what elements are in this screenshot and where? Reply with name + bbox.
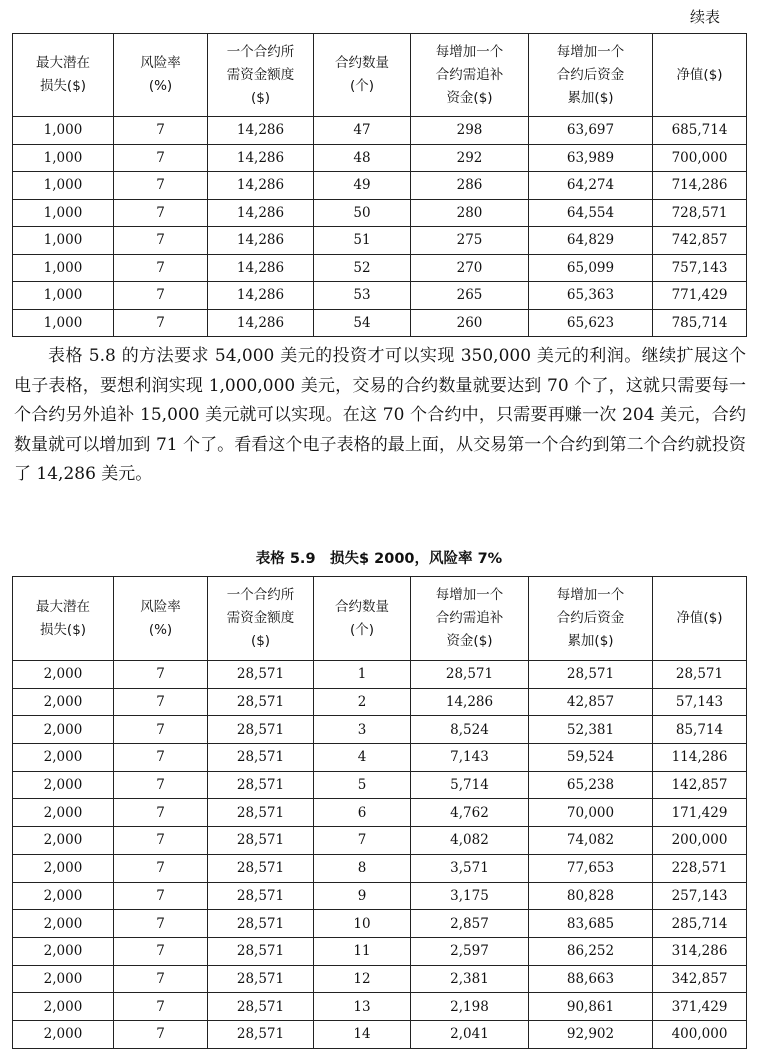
table-row (13, 882, 747, 910)
table-cell: 65,363 (529, 282, 653, 310)
table-cell: 7 (114, 716, 208, 744)
table-row (13, 716, 747, 744)
table-cell: 2,000 (13, 910, 114, 938)
table-cell: 14,286 (208, 282, 314, 310)
table-row (13, 965, 747, 993)
table-row (13, 771, 747, 799)
table-cell: 714,286 (653, 172, 747, 200)
table-cell: 11 (314, 937, 411, 965)
table-cell: 7 (114, 771, 208, 799)
table-cell: 314,286 (653, 937, 747, 965)
table-5-8-continued (12, 33, 747, 337)
table-row (13, 282, 747, 310)
table-cell: 28,571 (208, 799, 314, 827)
table-cell: 2,041 (411, 1020, 529, 1048)
table-cell: 4 (314, 744, 411, 772)
table-cell: 28,571 (208, 771, 314, 799)
table-row (13, 227, 747, 255)
table-cell: 54 (314, 309, 411, 337)
table-cell: 65,623 (529, 309, 653, 337)
table-cell: 265 (411, 282, 529, 310)
column-header: 风险率 (%) (114, 34, 208, 117)
table-cell: 270 (411, 254, 529, 282)
table-cell: 57,143 (653, 688, 747, 716)
table-cell: 2,000 (13, 937, 114, 965)
table-cell: 7 (114, 965, 208, 993)
table-cell: 7 (114, 993, 208, 1021)
table-cell: 28,571 (208, 937, 314, 965)
table-cell: 3 (314, 716, 411, 744)
column-header: 净值($) (653, 34, 747, 117)
table-cell: 142,857 (653, 771, 747, 799)
table-row (13, 309, 747, 337)
table-cell: 47 (314, 117, 411, 145)
table-cell: 1,000 (13, 172, 114, 200)
table-cell: 257,143 (653, 882, 747, 910)
table-cell: 49 (314, 172, 411, 200)
table-cell: 2,000 (13, 688, 114, 716)
table-cell: 2,000 (13, 661, 114, 689)
table-cell: 1,000 (13, 227, 114, 255)
table-cell: 86,252 (529, 937, 653, 965)
table-cell: 371,429 (653, 993, 747, 1021)
table-cell: 7 (114, 827, 208, 855)
table-cell: 28,571 (208, 1020, 314, 1048)
table-cell: 298 (411, 117, 529, 145)
table-cell: 14 (314, 1020, 411, 1048)
table-row (13, 910, 747, 938)
column-header: 一个合约所 需资金额度 ($) (208, 577, 314, 661)
table-cell: 48 (314, 144, 411, 172)
table-cell: 88,663 (529, 965, 653, 993)
table-row (13, 993, 747, 1021)
table-cell: 65,238 (529, 771, 653, 799)
table-cell: 2,000 (13, 965, 114, 993)
table-row (13, 937, 747, 965)
table-cell: 400,000 (653, 1020, 747, 1048)
table-cell: 1,000 (13, 117, 114, 145)
table-cell: 1,000 (13, 199, 114, 227)
table-row (13, 172, 747, 200)
body-paragraph: 表格 5.8 的方法要求 54,000 美元的投资才可以实现 350,000 美元的利润。继续扩展这个电子表格，要想利润实现 1,000,000 美元，交易的合约数量就要达到 70 个了，这就只需要每一个合约另外追补 15,000 美元就可以实现。在这 70 个合约中，只需要再赚一次 204 美元，合约数量就可以增加到 71 个了。看看这个电子表格的最上面，从交易第一个合约到第二个合约就投资了 14,286 美元。 (14, 346, 746, 484)
table-cell: 28,571 (208, 854, 314, 882)
table-cell: 742,857 (653, 227, 747, 255)
table-cell: 14,286 (208, 144, 314, 172)
column-header: 净值($) (653, 577, 747, 661)
table-cell: 7,143 (411, 744, 529, 772)
table-cell: 2,198 (411, 993, 529, 1021)
table-cell: 2,000 (13, 993, 114, 1021)
table-cell: 2 (314, 688, 411, 716)
table-cell: 2,000 (13, 799, 114, 827)
table-cell: 4,082 (411, 827, 529, 855)
table-row (13, 117, 747, 145)
table-cell: 7 (114, 910, 208, 938)
table-cell: 7 (114, 799, 208, 827)
table-cell: 13 (314, 993, 411, 1021)
table-cell: 2,000 (13, 854, 114, 882)
table-cell: 771,429 (653, 282, 747, 310)
table-cell: 5,714 (411, 771, 529, 799)
table-cell: 3,571 (411, 854, 529, 882)
table-cell: 70,000 (529, 799, 653, 827)
table-cell: 83,685 (529, 910, 653, 938)
continued-label: 续表 (689, 8, 720, 26)
table-header-row (13, 577, 747, 661)
table-cell: 7 (114, 282, 208, 310)
table-cell: 286 (411, 172, 529, 200)
table-cell: 7 (114, 744, 208, 772)
table-cell: 342,857 (653, 965, 747, 993)
table-cell: 64,554 (529, 199, 653, 227)
table-cell: 85,714 (653, 716, 747, 744)
table-cell: 2,000 (13, 771, 114, 799)
table-cell: 80,828 (529, 882, 653, 910)
column-header: 风险率 (%) (114, 577, 208, 661)
table-cell: 28,571 (208, 993, 314, 1021)
table-cell: 2,000 (13, 882, 114, 910)
table-cell: 90,861 (529, 993, 653, 1021)
table-cell: 14,286 (208, 309, 314, 337)
table-cell: 4,762 (411, 799, 529, 827)
table-cell: 260 (411, 309, 529, 337)
table-cell: 728,571 (653, 199, 747, 227)
column-header: 每增加一个 合约需追补 资金($) (411, 34, 529, 117)
table-cell: 2,000 (13, 1020, 114, 1048)
table-row (13, 799, 747, 827)
table-cell: 2,000 (13, 716, 114, 744)
table-cell: 7 (114, 309, 208, 337)
table-cell: 1 (314, 661, 411, 689)
table-cell: 28,571 (653, 661, 747, 689)
table-cell: 9 (314, 882, 411, 910)
table-cell: 2,857 (411, 910, 529, 938)
table-cell: 7 (114, 937, 208, 965)
table-cell: 52 (314, 254, 411, 282)
table-cell: 28,571 (208, 882, 314, 910)
table-cell: 64,274 (529, 172, 653, 200)
table-cell: 7 (114, 199, 208, 227)
table-cell: 59,524 (529, 744, 653, 772)
column-header: 每增加一个 合约需追补 资金($) (411, 577, 529, 661)
table-row (13, 1020, 747, 1048)
column-header: 最大潜在 损失($) (13, 34, 114, 117)
table-cell: 77,653 (529, 854, 653, 882)
table-cell: 28,571 (411, 661, 529, 689)
column-header: 每增加一个 合约后资金 累加($) (529, 34, 653, 117)
table-cell: 8,524 (411, 716, 529, 744)
column-header: 合约数量 (个) (314, 34, 411, 117)
column-header: 合约数量 (个) (314, 577, 411, 661)
table-cell: 6 (314, 799, 411, 827)
table-cell: 28,571 (208, 910, 314, 938)
table-cell: 2,000 (13, 827, 114, 855)
table-cell: 7 (314, 827, 411, 855)
table-cell: 7 (114, 882, 208, 910)
table-cell: 14,286 (208, 227, 314, 255)
table-cell: 757,143 (653, 254, 747, 282)
table-row (13, 744, 747, 772)
table-cell: 114,286 (653, 744, 747, 772)
table-cell: 7 (114, 254, 208, 282)
table-row (13, 144, 747, 172)
table-cell: 700,000 (653, 144, 747, 172)
table-cell: 14,286 (208, 199, 314, 227)
table-cell: 7 (114, 688, 208, 716)
table-cell: 7 (114, 227, 208, 255)
table-cell: 1,000 (13, 282, 114, 310)
table-row (13, 688, 747, 716)
table-row (13, 199, 747, 227)
table-cell: 14,286 (208, 117, 314, 145)
table-cell: 28,571 (208, 744, 314, 772)
table-cell: 7 (114, 172, 208, 200)
table-cell: 92,902 (529, 1020, 653, 1048)
table-cell: 14,286 (208, 254, 314, 282)
table-cell: 51 (314, 227, 411, 255)
table-cell: 3,175 (411, 882, 529, 910)
table-cell: 10 (314, 910, 411, 938)
table-row (13, 854, 747, 882)
table-cell: 28,571 (208, 716, 314, 744)
column-header: 一个合约所 需资金额度 ($) (208, 34, 314, 117)
table-cell: 2,000 (13, 744, 114, 772)
table-cell: 1,000 (13, 144, 114, 172)
table-cell: 63,989 (529, 144, 653, 172)
table-cell: 28,571 (208, 827, 314, 855)
table-row (13, 661, 747, 689)
table-cell: 1,000 (13, 309, 114, 337)
table-header-row (13, 34, 747, 117)
table-cell: 285,714 (653, 910, 747, 938)
table-cell: 28,571 (208, 688, 314, 716)
table-cell: 28,571 (208, 965, 314, 993)
table-cell: 685,714 (653, 117, 747, 145)
table-cell: 292 (411, 144, 529, 172)
table-5-9 (12, 576, 747, 1049)
table-cell: 171,429 (653, 799, 747, 827)
table-cell: 74,082 (529, 827, 653, 855)
table-cell: 12 (314, 965, 411, 993)
table-row (13, 827, 747, 855)
table-cell: 2,381 (411, 965, 529, 993)
table-cell: 63,697 (529, 117, 653, 145)
table-cell: 8 (314, 854, 411, 882)
table-cell: 50 (314, 199, 411, 227)
table-cell: 42,857 (529, 688, 653, 716)
table-row (13, 254, 747, 282)
table-cell: 28,571 (529, 661, 653, 689)
table-cell: 7 (114, 854, 208, 882)
column-header: 最大潜在 损失($) (13, 577, 114, 661)
table-cell: 280 (411, 199, 529, 227)
column-header: 每增加一个 合约后资金 累加($) (529, 577, 653, 661)
table-5-9-caption: 表格 5.9 损失$ 2000，风险率 7% (255, 551, 503, 567)
table-cell: 200,000 (653, 827, 747, 855)
table-cell: 28,571 (208, 661, 314, 689)
table-cell: 53 (314, 282, 411, 310)
table-cell: 64,829 (529, 227, 653, 255)
table-cell: 228,571 (653, 854, 747, 882)
table-cell: 2,597 (411, 937, 529, 965)
table-cell: 785,714 (653, 309, 747, 337)
table-cell: 5 (314, 771, 411, 799)
table-cell: 14,286 (208, 172, 314, 200)
table-cell: 7 (114, 661, 208, 689)
table-cell: 65,099 (529, 254, 653, 282)
table-cell: 1,000 (13, 254, 114, 282)
table-cell: 275 (411, 227, 529, 255)
table-cell: 7 (114, 1020, 208, 1048)
table-cell: 52,381 (529, 716, 653, 744)
table-cell: 7 (114, 144, 208, 172)
table-cell: 14,286 (411, 688, 529, 716)
table-cell: 7 (114, 117, 208, 145)
